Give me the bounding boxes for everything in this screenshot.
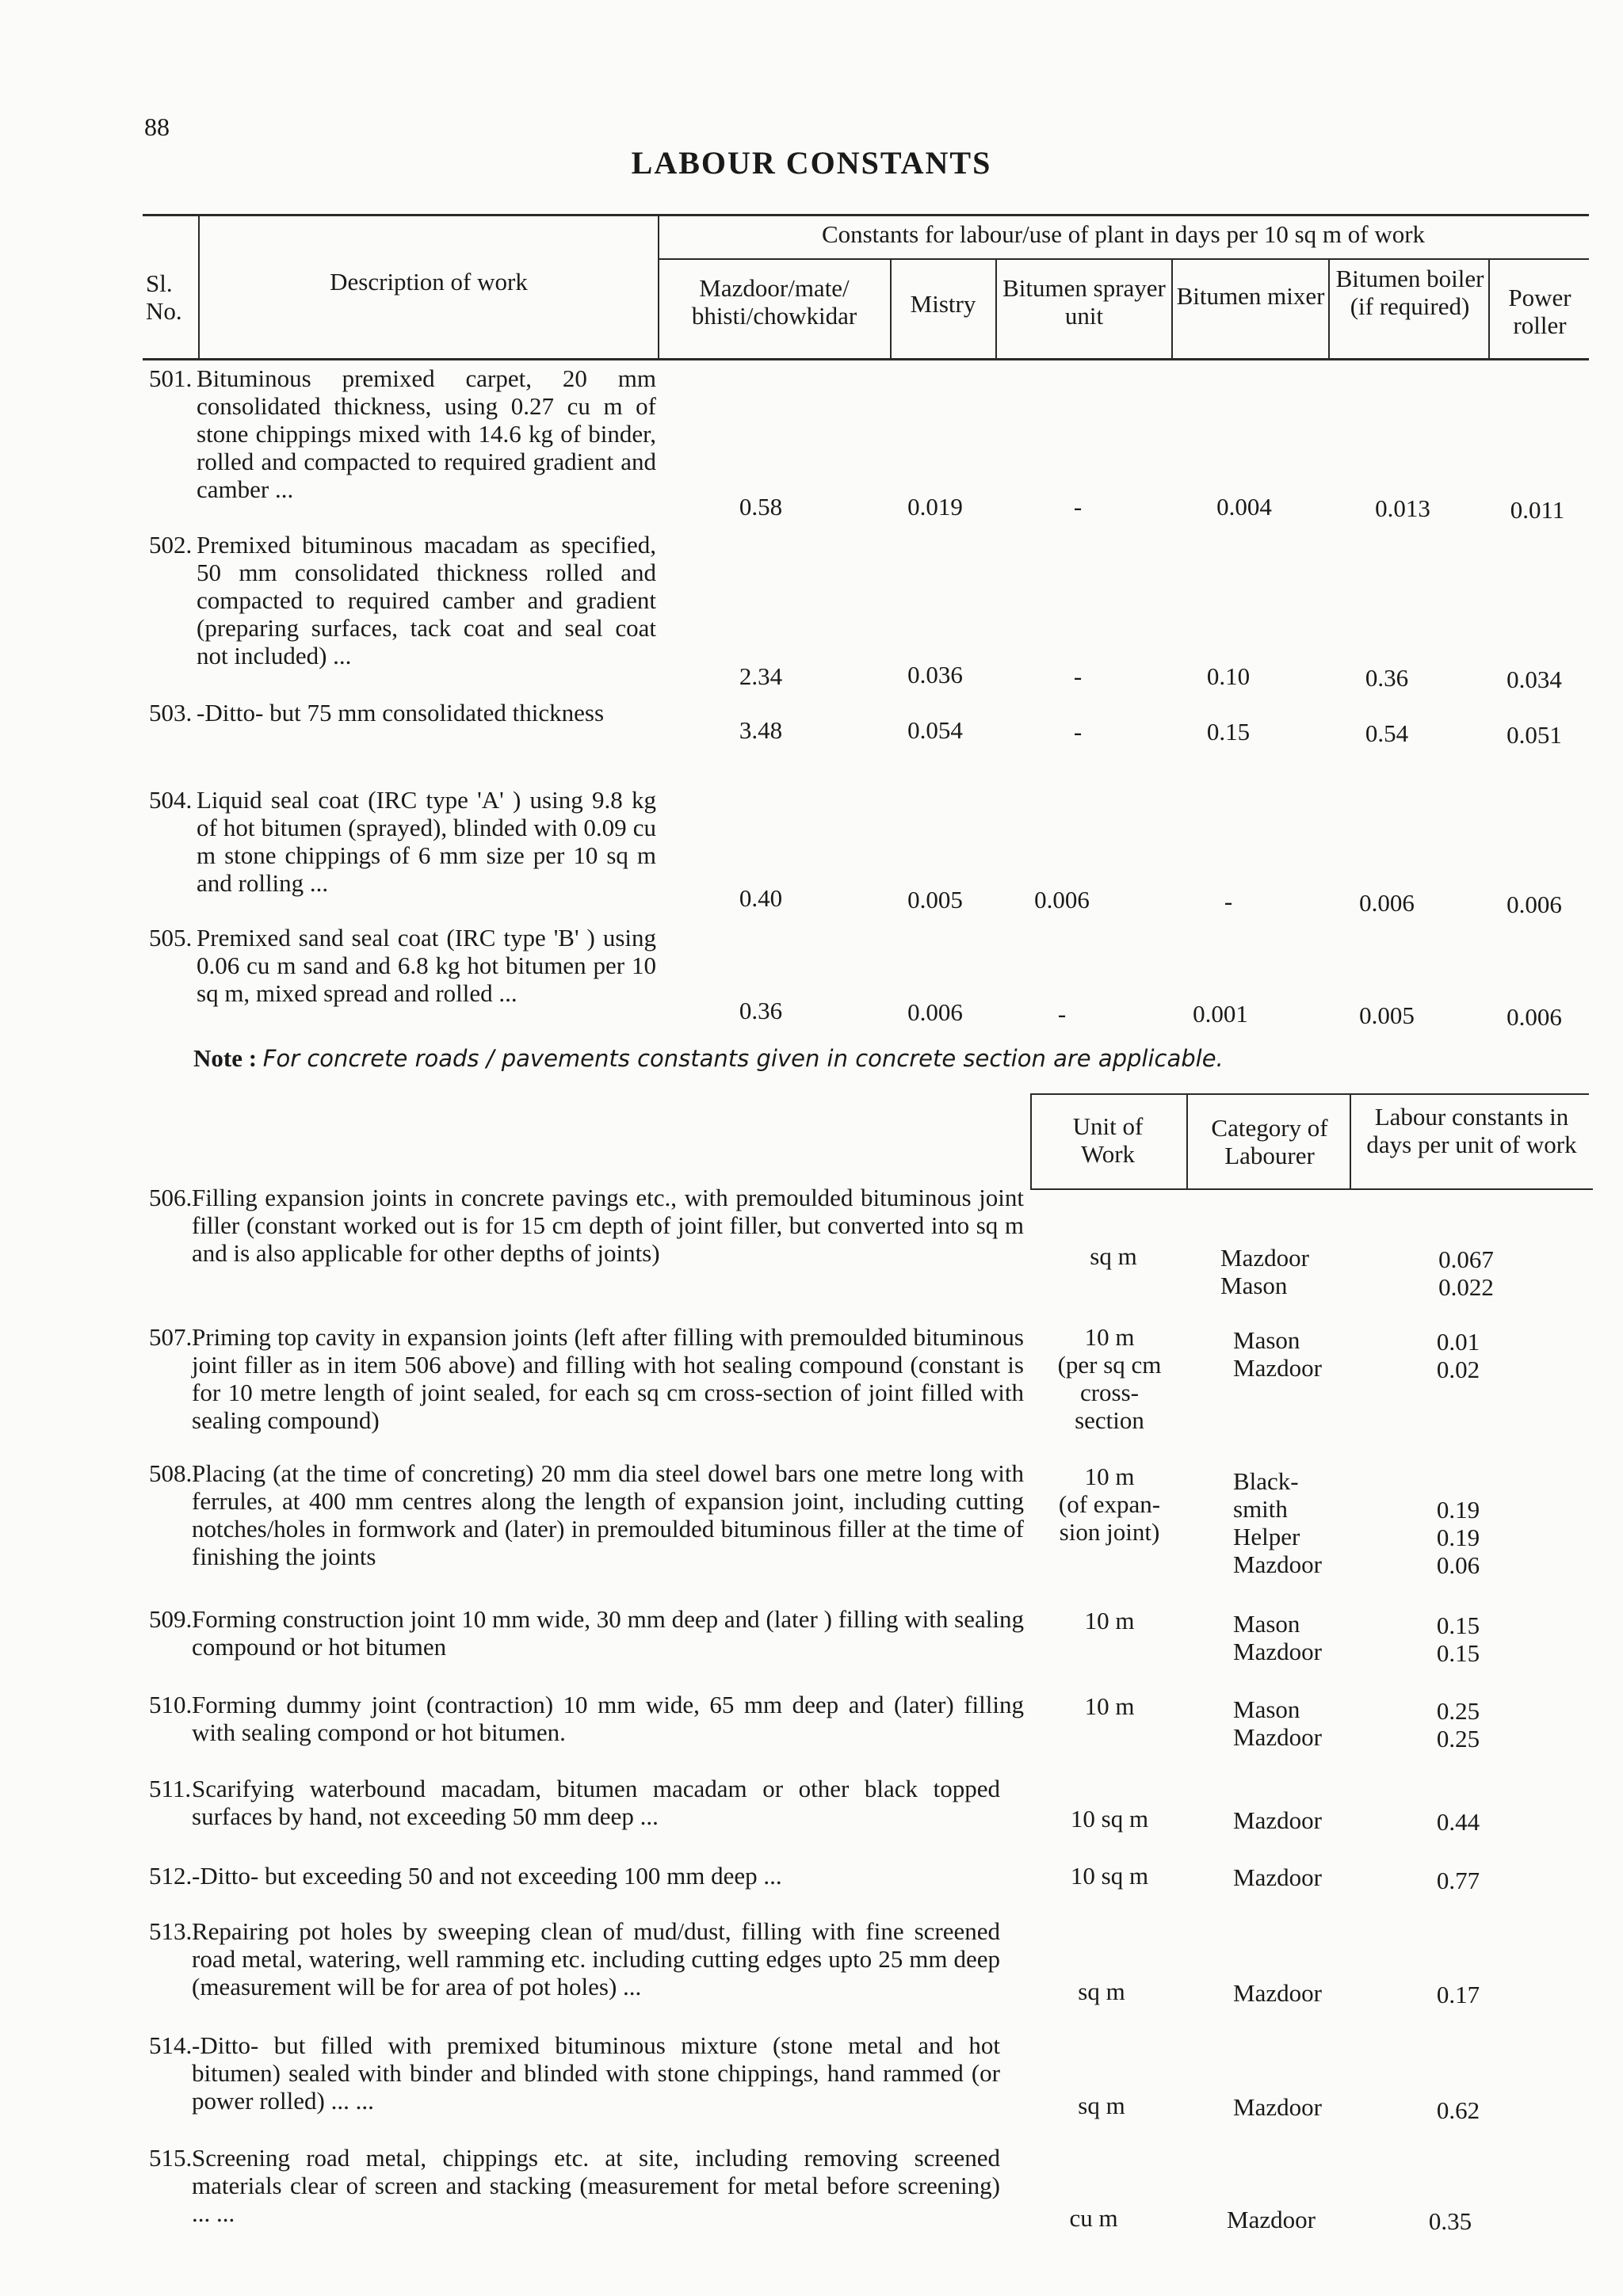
row-504-value: 0.005 [907, 886, 963, 913]
header-col-boiler: Bitumen boiler (if required) [1335, 265, 1484, 320]
row-504-value: - [1224, 887, 1233, 915]
row-514-unit: sq m [1078, 2092, 1125, 2119]
table1-col-divider-3 [1171, 258, 1173, 360]
row-503-value: 0.15 [1206, 718, 1251, 746]
row-512-unit: 10 sq m [1070, 1862, 1149, 1890]
row-508-unit: 10 m (of expan- sion joint) [1058, 1463, 1161, 1546]
row-505-description: Premixed sand seal coat (IRC type 'B' ) using 0.06 cu m sand and 6.8 kg hot bitumen per 10 sq m, mixed spread and rolled ... [197, 924, 656, 1007]
table1-header-bottom-rule [143, 358, 1589, 360]
row-508-constant: 0.19 0.19 0.06 [1436, 1496, 1480, 1579]
row-501-description: Bituminous premixed carpet, 20 mm consolidated thickness, using 0.27 cu m of stone chippings mixed with 14.6 kg of binder, rolled and compacted to required gradient and camber ... [197, 364, 656, 503]
row-502-value: 2.34 [739, 662, 783, 690]
row-502-description: Premixed bituminous macadam as specified, 50 mm consolidated thickness rolled and compacted to required camber and gradient (preparing surfaces, tack coat and seal coat not included) ... [197, 531, 656, 669]
row-503-value: 0.54 [1365, 719, 1409, 747]
row-509-description: Forming construction joint 10 mm wide, 30 mm deep and (later ) filling with sealing compound or hot bitumen [192, 1605, 1024, 1661]
row-513-unit: sq m [1078, 1978, 1125, 2005]
row-508-labour: Black- smith Helper Mazdoor [1233, 1467, 1322, 1578]
table2-divider-1 [1186, 1093, 1188, 1190]
row-515-constant: 0.35 [1428, 2207, 1472, 2235]
row-506-labour: Mazdoor Mason [1220, 1244, 1309, 1299]
row-502-value: 0.36 [1365, 664, 1409, 692]
row-503-value: - [1073, 718, 1083, 746]
row-510-constant: 0.25 0.25 [1436, 1697, 1480, 1753]
row-505-value: 0.001 [1193, 1000, 1248, 1028]
row-513-constant: 0.17 [1436, 1981, 1480, 2008]
row-507-labour: Mason Mazdoor [1233, 1326, 1322, 1382]
row-514-number: 514. [149, 2031, 193, 2059]
header-constants-group: Constants for labour/use of plant in days per 10 sq m of work [821, 220, 1426, 248]
row-504-description: Liquid seal coat (IRC type 'A' ) using 9.8 kg of hot bitumen (sprayed), blinded with 0.09 cu m stone chippings of 6 mm size per 10 sq m and rolling ... [197, 786, 656, 897]
table2-top-rule [1030, 1093, 1589, 1095]
row-505-value: - [1057, 1000, 1067, 1028]
row-514-description: -Ditto- but filled with premixed bituminous mixture (stone metal and hot bitumen) sealed with binder and blinded with stone chippings, hand rammed (or power rolled) ... ... [192, 2031, 1000, 2115]
row-506-number: 506. [149, 1184, 193, 1211]
table2-left-border [1030, 1093, 1032, 1190]
row-506-unit: sq m [1090, 1242, 1137, 1270]
row-510-description: Forming dummy joint (contraction) 10 mm wide, 65 mm deep and (later) filling with sealing compond or hot bitumen. [192, 1691, 1024, 1746]
row-512-labour: Mazdoor [1233, 1863, 1322, 1891]
row-509-number: 509. [149, 1605, 193, 1633]
row-509-constant: 0.15 0.15 [1436, 1611, 1480, 1667]
header-labour-constants: Labour constants in days per unit of work [1366, 1103, 1577, 1158]
row-501-number: 501. [149, 364, 193, 392]
row-501-value: 0.019 [907, 493, 963, 521]
row-507-unit: 10 m (per sq cm cross- section [1057, 1323, 1162, 1434]
row-505-number: 505. [149, 924, 193, 952]
row-511-constant: 0.44 [1436, 1808, 1480, 1836]
table2-bottom-rule [1030, 1188, 1593, 1190]
row-511-description: Scarifying waterbound macadam, bitumen macadam or other black topped surfaces by hand, not exceeding 50 mm deep ... [192, 1775, 1000, 1830]
row-515-number: 515. [149, 2144, 193, 2172]
row-508-number: 508. [149, 1459, 193, 1487]
row-510-labour: Mason Mazdoor [1233, 1695, 1322, 1751]
row-501-value: 0.58 [739, 493, 783, 521]
row-512-number: 512. [149, 1862, 193, 1890]
note-text: For concrete roads / pavements constants given in concrete section are applicable. [262, 1045, 1224, 1072]
row-512-constant: 0.77 [1436, 1867, 1480, 1894]
row-513-number: 513. [149, 1917, 193, 1945]
row-502-value: 0.10 [1206, 662, 1251, 690]
row-515-labour: Mazdoor [1227, 2206, 1316, 2233]
row-514-labour: Mazdoor [1233, 2093, 1322, 2121]
header-col-mixer: Bitumen mixer [1176, 282, 1325, 310]
row-505-value: 0.006 [907, 998, 963, 1026]
row-512-description: -Ditto- but exceeding 50 and not exceeding 100 mm deep ... [192, 1862, 782, 1890]
row-515-description: Screening road metal, chippings etc. at site, including removing screened materials clear of screen and stacking (measurement for metal before screening) ... ... [192, 2144, 1000, 2227]
row-502-value: 0.036 [907, 661, 963, 688]
table1-group-rule [658, 258, 1589, 260]
row-503-value: 0.051 [1507, 721, 1562, 749]
page-title: LABOUR CONSTANTS [631, 145, 992, 181]
row-501-value: - [1073, 493, 1083, 521]
header-col-mistry: Mistry [910, 290, 976, 318]
header-col-sprayer: Bitumen sprayer unit [1002, 274, 1166, 330]
row-506-constant: 0.067 0.022 [1438, 1245, 1494, 1301]
row-505-value: 0.005 [1359, 1001, 1415, 1029]
row-505-value: 0.36 [739, 997, 783, 1024]
row-509-unit: 10 m [1084, 1607, 1135, 1634]
table1-col-divider-4 [1328, 258, 1330, 360]
header-description: Description of work [330, 268, 528, 296]
header-unit-of-work: Unit of Work [1072, 1112, 1144, 1168]
header-col-mazdoor: Mazdoor/mate/ bhisti/chowkidar [691, 274, 857, 330]
row-515-unit: cu m [1069, 2204, 1118, 2232]
table1-col-divider-2 [995, 258, 997, 360]
row-511-number: 511. [149, 1775, 192, 1802]
table2-divider-2 [1350, 1093, 1351, 1190]
row-513-description: Repairing pot holes by sweeping clean of mud/dust, filling with fine screened road metal, watering, well ramming etc. including cutting edges upto 25 mm deep (measurement will be for area of pot holes) ... [192, 1917, 1000, 2000]
row-503-number: 503. [149, 699, 193, 727]
row-511-unit: 10 sq m [1070, 1805, 1149, 1833]
row-504-value: 0.006 [1507, 891, 1562, 918]
row-507-number: 507. [149, 1323, 193, 1351]
row-503-description: -Ditto- but 75 mm consolidated thickness [197, 699, 605, 727]
row-504-number: 504. [149, 786, 193, 814]
row-508-description: Placing (at the time of concreting) 20 mm dia steel dowel bars one metre long with ferrules, at 400 mm centres along the length of expansion joint, including cutting notches/holes in formwork and (later) in premoulded bituminous filler at the time of finishing the joints [192, 1459, 1024, 1570]
note-label: Note : [193, 1044, 258, 1072]
header-sl-no: Sl. No. [146, 269, 182, 325]
header-col-roller: Power roller [1508, 284, 1571, 339]
table1-col-divider-5 [1488, 258, 1490, 360]
row-504-value: 0.40 [739, 884, 783, 912]
page-number: 88 [144, 113, 170, 141]
row-506-description: Filling expansion joints in concrete pavings etc., with premoulded bituminous joint filler (constant worked out is for 15 cm depth of joint filler, but converted into sq m and is also applicable for other depths of joints) [192, 1184, 1024, 1267]
row-507-constant: 0.01 0.02 [1436, 1328, 1480, 1383]
row-502-value: - [1073, 662, 1083, 690]
row-502-number: 502. [149, 531, 193, 559]
row-504-value: 0.006 [1034, 886, 1090, 913]
row-503-value: 3.48 [739, 716, 783, 744]
row-513-labour: Mazdoor [1233, 1979, 1322, 2007]
row-501-value: 0.004 [1216, 493, 1272, 521]
row-503-value: 0.054 [907, 716, 963, 744]
table1-top-rule [143, 214, 1589, 216]
row-510-number: 510. [149, 1691, 193, 1718]
row-502-value: 0.034 [1507, 666, 1562, 693]
header-category-of-labourer: Category of Labourer [1211, 1114, 1328, 1169]
row-511-labour: Mazdoor [1233, 1806, 1322, 1834]
row-501-value: 0.011 [1510, 496, 1565, 524]
table1-note [193, 1044, 1224, 1073]
table1-sl-divider [198, 214, 200, 360]
row-501-value: 0.013 [1375, 494, 1430, 522]
row-507-description: Priming top cavity in expansion joints (left after filling with premoulded bituminous joint filler as in item 506 above) and filling with hot sealing compound (constant is for 10 metre length of joint sealed, for each sq cm cross-section of joint filled with sealing compound) [192, 1323, 1024, 1434]
row-505-value: 0.006 [1507, 1003, 1562, 1031]
row-514-constant: 0.62 [1436, 2096, 1480, 2124]
row-509-labour: Mason Mazdoor [1233, 1610, 1322, 1665]
row-504-value: 0.006 [1359, 889, 1415, 917]
row-510-unit: 10 m [1084, 1692, 1135, 1720]
